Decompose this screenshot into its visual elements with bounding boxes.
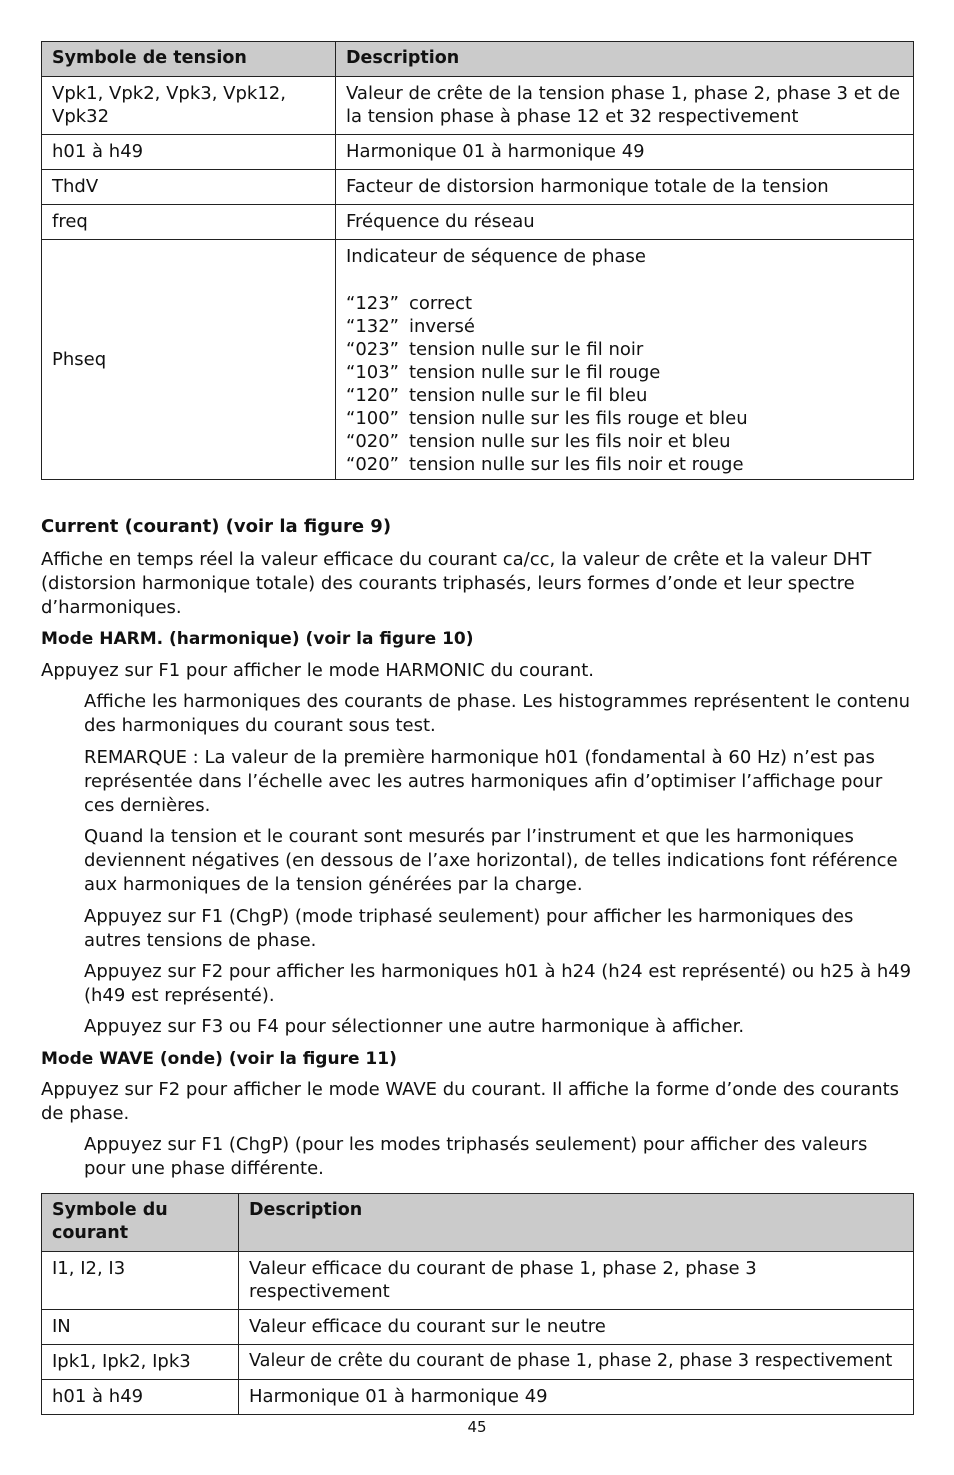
phseq-item [346, 384, 903, 407]
voltage-symbol-table [41, 41, 914, 480]
column-header: Description [239, 1194, 914, 1252]
page-number: 45 [467, 1418, 487, 1436]
table-row [42, 240, 914, 480]
description-cell: Valeur efficace du courant sur le neutre [239, 1310, 914, 1345]
phseq-item [346, 361, 903, 384]
symbol-cell: freq [42, 205, 336, 240]
section-heading: Current (courant) (voir la figure 9) [41, 516, 392, 537]
table-row [42, 1310, 914, 1345]
symbol-cell: IN [42, 1310, 239, 1345]
column-header: Description [336, 42, 914, 77]
phseq-code: “123” [346, 293, 400, 314]
harm-mode-heading: Mode HARM. (harmonique) (voir la figure 10) [41, 629, 474, 649]
description-cell: Valeur de crête du courant de phase 1, phase 2, phase 3 respectivement [239, 1345, 914, 1380]
table-header-row [42, 1194, 914, 1252]
wave-mode-heading: Mode WAVE (onde) (voir la figure 11) [41, 1049, 397, 1069]
phseq-item [346, 338, 903, 361]
current-symbol-table [41, 1193, 914, 1415]
harm-mode-intro: Appuyez sur F1 pour afficher le mode HARMONIC du courant. [41, 660, 594, 681]
phseq-item [346, 315, 903, 338]
table-row [42, 205, 914, 240]
column-header: Symbole de tension [42, 42, 336, 77]
phseq-code: “020” [346, 454, 400, 475]
harm-paragraph: Appuyez sur F2 pour afficher les harmoniques h01 à h24 (h24 est représenté) ou h25 à h49 (h49 est représenté). [84, 961, 912, 1006]
phseq-text: tension nulle sur les fils noir et bleu [409, 431, 731, 452]
symbol-cell: Phseq [42, 240, 336, 480]
phseq-text: correct [409, 293, 473, 314]
description-cell: Harmonique 01 à harmonique 49 [336, 135, 914, 170]
symbol-cell: Vpk1, Vpk2, Vpk3, Vpk12, Vpk32 [42, 77, 336, 135]
phseq-code: “100” [346, 408, 400, 429]
phseq-code: “103” [346, 362, 400, 383]
phseq-text: tension nulle sur les fils rouge et bleu [409, 408, 748, 429]
phseq-text: tension nulle sur le fil rouge [409, 362, 661, 383]
phseq-code: “132” [346, 316, 400, 337]
phseq-text: inversé [409, 316, 475, 337]
table-header-row [42, 42, 914, 77]
harm-note-paragraph: REMARQUE : La valeur de la première harmonique h01 (fondamental à 60 Hz) n’est pas représentée dans l’échelle avec les autres harmoniques afin d’optimiser l’affichage pour ces dernières. [84, 747, 883, 816]
table-row [42, 170, 914, 205]
table-row [42, 1380, 914, 1415]
phseq-text: tension nulle sur le fil bleu [409, 385, 648, 406]
symbol-cell: h01 à h49 [42, 135, 336, 170]
table-row [42, 135, 914, 170]
phseq-item [346, 453, 903, 476]
description-cell: Valeur de crête de la tension phase 1, phase 2, phase 3 et de la tension phase à phase 12 et 32 respectivement [336, 77, 914, 135]
section-intro: Affiche en temps réel la valeur efficace du courant ca/cc, la valeur de crête et la valeur DHT (distorsion harmonique totale) des courants triphasés, leurs formes d’onde et leur spectre d’harmoniques. [41, 549, 872, 618]
table-row [42, 1252, 914, 1310]
harm-paragraph: Affiche les harmoniques des courants de phase. Les histogrammes représentent le contenu des harmoniques du courant sous test. [84, 691, 911, 736]
description-cell: Facteur de distorsion harmonique totale de la tension [336, 170, 914, 205]
phseq-code: “120” [346, 385, 400, 406]
symbol-cell: Ipk1, Ipk2, Ipk3 [42, 1345, 239, 1380]
symbol-cell: ThdV [42, 170, 336, 205]
symbol-cell: I1, I2, I3 [42, 1252, 239, 1310]
harm-paragraph: Quand la tension et le courant sont mesurés par l’instrument et que les harmoniques deviennent négatives (en dessous de l’axe horizontal), de telles indications font référence aux harmoniques de la tension générées par la charge. [84, 826, 898, 895]
wave-paragraph: Appuyez sur F1 (ChgP) (pour les modes triphasés seulement) pour afficher des valeurs pour une phase différente. [84, 1134, 868, 1179]
phseq-code: “023” [346, 339, 400, 360]
phseq-item [346, 430, 903, 453]
description-cell [336, 240, 914, 480]
phseq-item [346, 292, 903, 315]
phseq-item [346, 407, 903, 430]
description-cell: Valeur efficace du courant de phase 1, phase 2, phase 3 respectivement [239, 1252, 914, 1310]
harm-paragraph: Appuyez sur F3 ou F4 pour sélectionner une autre harmonique à afficher. [84, 1016, 745, 1037]
harm-paragraph: Appuyez sur F1 (ChgP) (mode triphasé seulement) pour afficher les harmoniques des autres tensions de phase. [84, 906, 854, 951]
table-row [42, 77, 914, 135]
table-row [42, 1345, 914, 1380]
description-cell: Fréquence du réseau [336, 205, 914, 240]
phseq-code: “020” [346, 431, 400, 452]
phseq-text: tension nulle sur les fils noir et rouge [409, 454, 744, 475]
column-header: Symbole du courant [42, 1194, 239, 1252]
description-cell: Harmonique 01 à harmonique 49 [239, 1380, 914, 1415]
phseq-text: tension nulle sur le fil noir [409, 339, 644, 360]
phseq-intro: Indicateur de séquence de phase [346, 246, 646, 267]
wave-mode-intro: Appuyez sur F2 pour afficher le mode WAVE du courant. Il affiche la forme d’onde des courants de phase. [41, 1079, 900, 1124]
symbol-cell: h01 à h49 [42, 1380, 239, 1415]
